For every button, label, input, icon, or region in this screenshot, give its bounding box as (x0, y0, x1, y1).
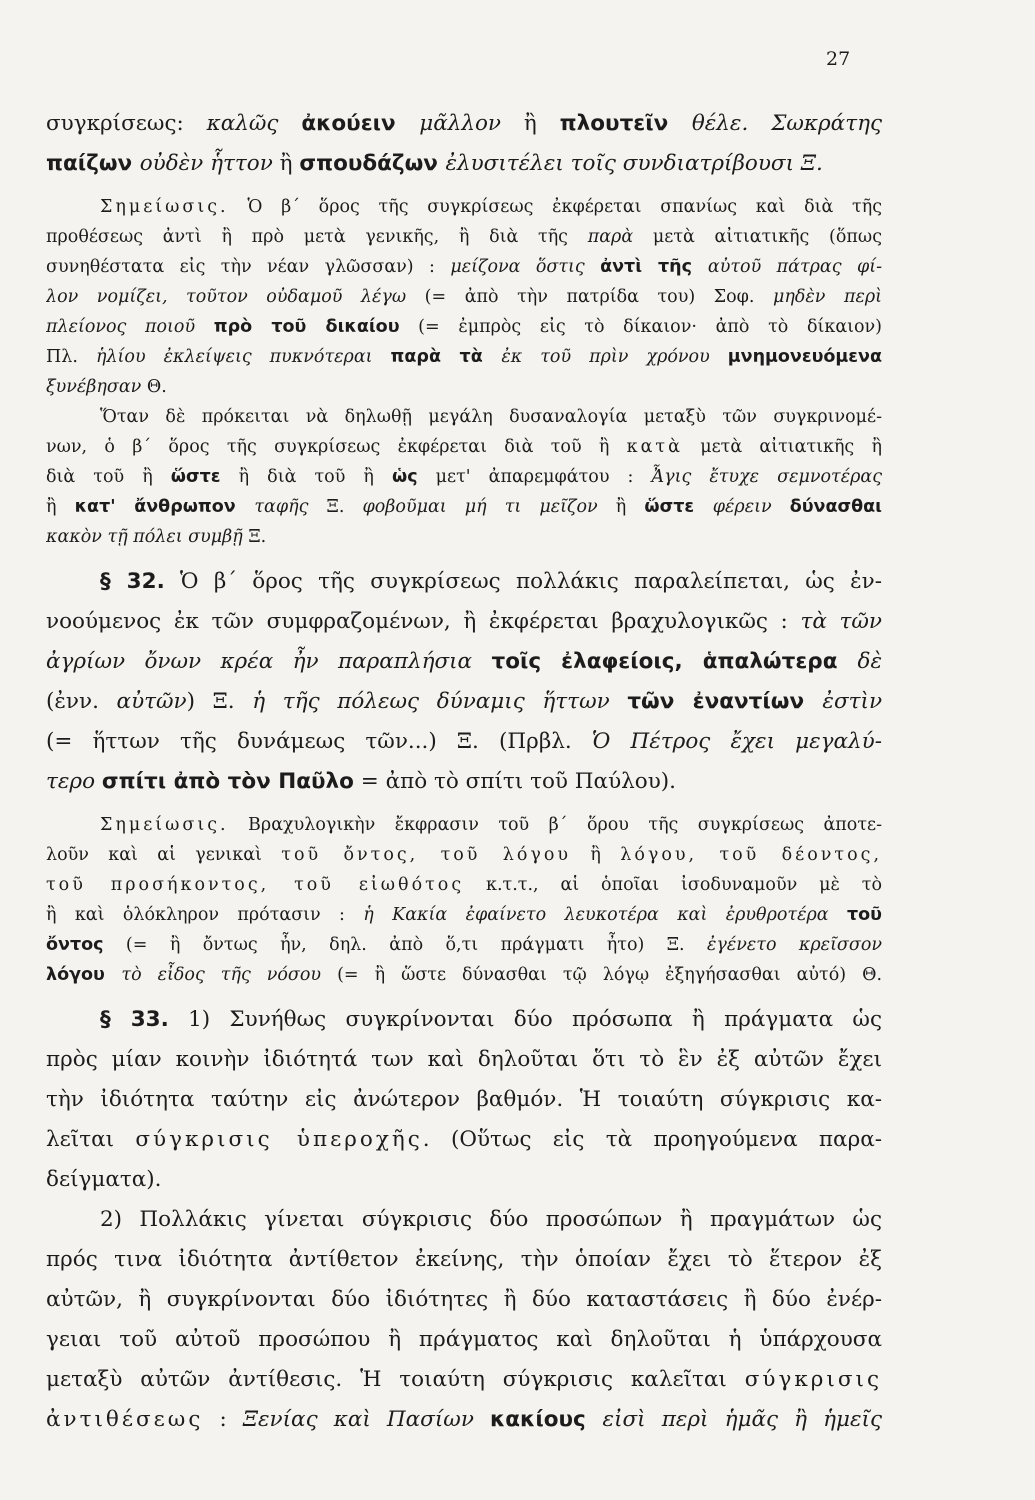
note-line: Ὅταν δὲ πρόκειται νὰ δηλωθῇ μεγάλη δυσαναλογία μεταξὺ τῶν συγκρινομέ- (100, 407, 882, 427)
note-line: ὄντος (= ἢ ὄντως ἦν, δηλ. ἀπὸ ὅ,τι πράγματι ἦτο) Ξ. ἐγένετο κρεῖσσον (46, 935, 882, 955)
section-33-line: ἀντιθέσεως : Ξενίας καὶ Πασίων κακίους εἰσὶ περὶ ἡμᾶς ἢ ἡμεῖς (46, 1407, 882, 1432)
section-33-line: πρός τινα ἰδιότητα ἀντίθετον ἐκείνης, τὴν ὁποίαν ἔχει τὸ ἕτερον ἐξ (46, 1247, 882, 1272)
section-33-line: λεῖται σύγκρισις ὑπεροχῆς. (Οὕτως εἰς τὰ προηγούμενα παρα- (46, 1127, 882, 1152)
note-line: ἢ κατ' ἄνθρωπον ταφῆς Ξ. φοβοῦμαι μή τι μεῖζον ἢ ὥστε φέρειν δύνασθαι (46, 497, 882, 517)
note-line: τοῦ προσήκοντος, τοῦ εἰωθότος κ.τ.τ., αἱ ὁποῖαι ἰσοδυναμοῦν μὲ τὸ (46, 875, 882, 895)
page-number: 27 (826, 48, 851, 70)
section-32-line: νοούμενος ἐκ τῶν συμφραζομένων, ἢ ἐκφέρεται βραχυλογικῶς : τὰ τῶν (46, 609, 882, 634)
note-line: λόγου τὸ εἶδος τῆς νόσου (= ἢ ὥστε δύνασθαι τῷ λόγῳ ἐξηγήσασθαι αὐτό) Θ. (46, 965, 882, 985)
section-32-line: § 32. Ὁ β΄ ὅρος τῆς συγκρίσεως πολλάκις παραλείπεται, ὡς ἐν- (100, 569, 882, 594)
note-line: προθέσεως ἀντὶ ἢ πρὸ μετὰ γενικῆς, ἢ διὰ τῆς παρὰ μετὰ αἰτιατικῆς (ὅπως (46, 227, 882, 247)
note-line: Σημείωσις. Ὁ β΄ ὅρος τῆς συγκρίσεως ἐκφέρεται σπανίως καὶ διὰ τῆς (100, 197, 882, 217)
page-text (46, 104, 882, 1440)
text-line: συγκρίσεως: καλῶς ἀκούειν μᾶλλον ἢ πλουτεῖν θέλε. Σωκράτης (46, 111, 882, 136)
note-line: λον νομίζει, τοῦτον οὐδαμοῦ λέγω (= ἀπὸ τὴν πατρίδα του) Σοφ. μηδὲν περὶ (46, 287, 882, 307)
section-32-line: ἀγρίων ὄνων κρέα ἦν παραπλήσια τοῖς ἐλαφείοις, ἁπαλώτερα δὲ (46, 649, 882, 674)
note-line: ξυνέβησαν Θ. (46, 377, 167, 397)
section-33-line: πρὸς μίαν κοινὴν ἰδιότητά των καὶ δηλοῦται ὅτι τὸ ἓν ἐξ αὐτῶν ἔχει (46, 1047, 882, 1072)
section-heading-32: § 32. (100, 569, 165, 594)
section-heading-33: § 33. (100, 1007, 169, 1032)
section-33-line: δείγματα). (46, 1167, 162, 1192)
note-line: λοῦν καὶ αἱ γενικαὶ τοῦ ὄντος, τοῦ λόγου ἢ λόγου, τοῦ δέοντος, (46, 845, 882, 865)
note-line: Πλ. ἡλίου ἐκλείψεις πυκνότεραι παρὰ τὰ ἐκ τοῦ πρὶν χρόνου μνημονευόμενα (46, 347, 882, 367)
section-33-line: 2) Πολλάκις γίνεται σύγκρισις δύο προσώπων ἢ πραγμάτων ὡς (100, 1207, 882, 1232)
text-line: παίζων οὐδὲν ἧττον ἢ σπουδάζων ἐλυσιτέλει τοῖς συνδιατρίβουσι Ξ. (46, 151, 823, 176)
section-32-line: (ἐνν. αὐτῶν) Ξ. ἡ τῆς πόλεως δύναμις ἥττων τῶν ἐναντίων ἐστὶν (46, 689, 882, 714)
note-line: κακὸν τῇ πόλει συμβῇ Ξ. (46, 527, 267, 547)
section-33-line: αὐτῶν, ἢ συγκρίνονται δύο ἰδιότητες ἢ δύο καταστάσεις ἢ δύο ἐνέρ- (46, 1287, 882, 1312)
section-33-line: γειαι τοῦ αὐτοῦ προσώπου ἢ πράγματος καὶ δηλοῦται ἡ ὑπάρχουσα (46, 1327, 882, 1352)
section-33-line: τὴν ἰδιότητα ταύτην εἰς ἀνώτερον βαθμόν. Ἡ τοιαύτη σύγκρισις κα- (46, 1087, 882, 1112)
note-line: Σημείωσις. Βραχυλογικὴν ἔκφρασιν τοῦ β΄ ὅρου τῆς συγκρίσεως ἀποτε- (100, 815, 882, 835)
section-33-line: § 33. 1) Συνήθως συγκρίνονται δύο πρόσωπα ἢ πράγματα ὡς (100, 1007, 882, 1032)
note-line: ἢ καὶ ὁλόκληρον πρότασιν : ἡ Κακία ἐφαίνετο λευκοτέρα καὶ ἐρυθροτέρα τοῦ (46, 905, 882, 925)
section-33-line: μεταξὺ αὐτῶν ἀντίθεσις. Ἡ τοιαύτη σύγκρισις καλεῖται σύγκρισις (46, 1367, 882, 1392)
note-line: πλείονος ποιοῦ πρὸ τοῦ δικαίου (= ἐμπρὸς εἰς τὸ δίκαιον· ἀπὸ τὸ δίκαιον) (46, 317, 882, 337)
section-32-line: τερο σπίτι ἀπὸ τὸν Παῦλο = ἀπὸ τὸ σπίτι τοῦ Παύλου). (46, 769, 677, 794)
note-line: νων, ὁ β΄ ὅρος τῆς συγκρίσεως ἐκφέρεται διὰ τοῦ ἢ κατὰ μετὰ αἰτιατικῆς ἢ (46, 437, 882, 457)
note-line: συνηθέστατα εἰς τὴν νέαν γλῶσσαν) : μείζονα ὅστις ἀντὶ τῆς αὐτοῦ πάτρας φί- (46, 257, 882, 277)
note-line: διὰ τοῦ ἢ ὥστε ἢ διὰ τοῦ ἢ ὡς μετ' ἀπαρεμφάτου : Ἆγις ἔτυχε σεμνοτέρας (46, 467, 882, 487)
section-32-line: (= ἥττων τῆς δυνάμεως τῶν...) Ξ. (Πρβλ. Ὁ Πέτρος ἔχει μεγαλύ- (46, 729, 882, 754)
